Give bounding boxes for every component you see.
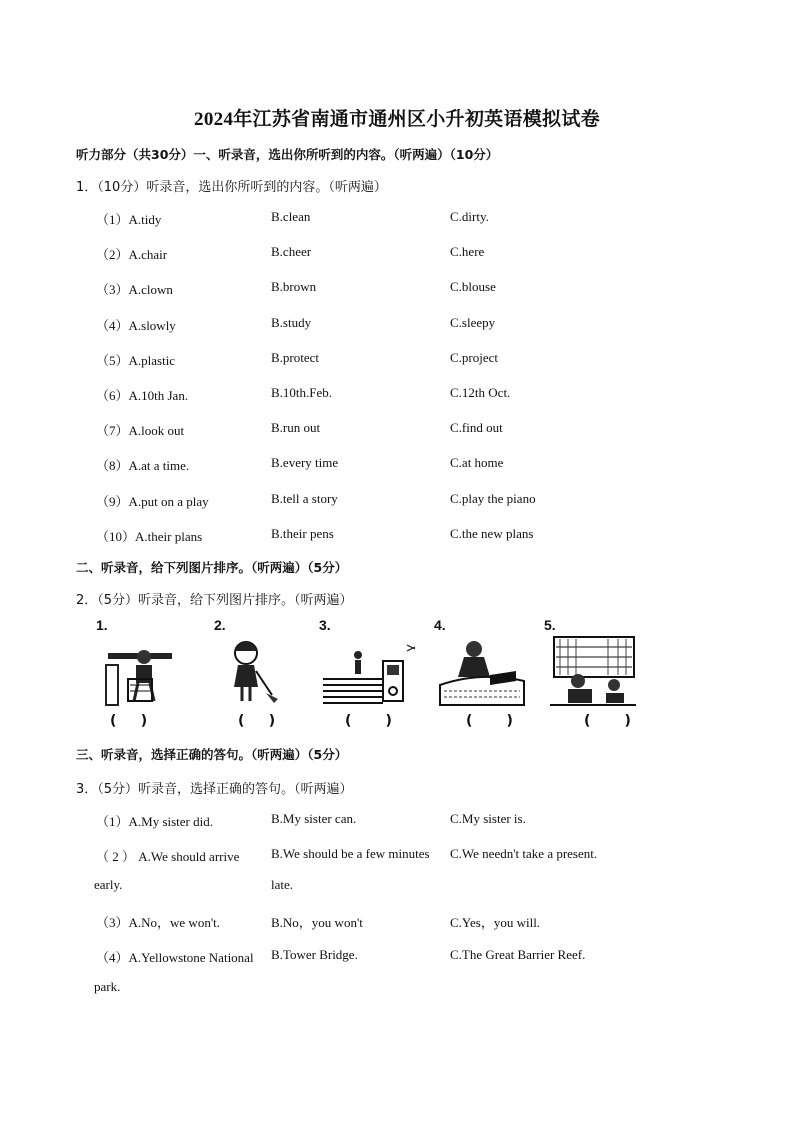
question-1-item-4 [0, 315, 794, 333]
question-1-item-3 [0, 279, 794, 297]
option-c[interactable]: C.find out [450, 420, 503, 435]
girl-sweeping-illustration [218, 635, 288, 707]
picture-number: 4. [434, 617, 446, 633]
option-b[interactable]: B.We should be a few minutes [271, 846, 430, 861]
option-b[interactable]: B.tell a story [271, 491, 338, 506]
question-3-item-3 [0, 912, 794, 930]
picture-number: 5. [544, 617, 556, 633]
option-b-continued: late. [271, 877, 294, 892]
question-1-item-7 [0, 420, 794, 438]
option-c[interactable]: C.The Great Barrier Reef. [450, 947, 586, 962]
option-c[interactable]: C.here [450, 244, 485, 259]
picture-number: 2. [214, 617, 226, 633]
option-c[interactable]: C.blouse [450, 279, 496, 294]
question-1-item-10 [0, 526, 794, 544]
option-c[interactable]: C.12th Oct. [450, 385, 511, 400]
question-3-stem: 3．（5分）听录音，选择正确的答句。（听两遍） [76, 782, 353, 797]
option-b[interactable]: B.10th.Feb. [271, 385, 333, 400]
section-3-heading: 三、听录音，选择正确的答句。（听两遍）（5分） [76, 747, 348, 762]
option-a[interactable]: （6）A.10th Jan. [96, 388, 189, 403]
question-3-item-2 [0, 846, 794, 864]
option-a-continued: park. [94, 979, 121, 994]
option-b[interactable]: B.clean [271, 209, 311, 224]
page-title: 2024年江苏省南通市通州区小升初英语模拟试卷 [194, 109, 600, 130]
option-c[interactable]: C.sleepy [450, 315, 496, 330]
section-1-heading: 听力部分（共30分）一、听录音，选出你所听到的内容。（听两遍）（10分） [76, 147, 499, 162]
picture-1 [92, 617, 202, 735]
option-a[interactable]: （1）A.tidy [96, 212, 162, 227]
picture-2 [210, 617, 320, 735]
picture-row [92, 617, 642, 735]
picture-number: 1. [96, 617, 108, 633]
section-2-heading: 二、听录音，给下列图片排序。（听两遍）（5分） [76, 560, 348, 575]
answer-blank[interactable]: ( ) [110, 713, 148, 729]
option-a[interactable]: （8）A.at a time. [96, 458, 190, 473]
option-a[interactable]: （7）A.look out [96, 423, 185, 438]
option-c[interactable]: C.at home [450, 455, 504, 470]
option-b[interactable]: B.Tower Bridge. [271, 947, 358, 962]
answer-blank[interactable]: ( ) [466, 713, 513, 729]
question-1-item-5 [0, 350, 794, 368]
question-1-item-2 [0, 244, 794, 262]
question-3-item-1 [0, 811, 794, 829]
picture-3 [315, 617, 425, 735]
option-b[interactable]: B.No，you won't [271, 915, 363, 930]
boy-planting-illustration [438, 635, 528, 707]
option-c[interactable]: C.Yes，you will. [450, 915, 541, 930]
option-a-continued: early. [94, 877, 123, 892]
boy-with-trash-bin-illustration [100, 635, 180, 707]
answer-blank[interactable]: ( ) [584, 713, 631, 729]
option-b[interactable]: B.brown [271, 279, 317, 294]
option-c[interactable]: C.project [450, 350, 499, 365]
option-b[interactable]: B.protect [271, 350, 320, 365]
person-on-stairs-illustration [323, 635, 423, 707]
option-b[interactable]: B.My sister can. [271, 811, 357, 826]
option-c[interactable]: C.We needn't take a present. [450, 846, 598, 861]
answer-blank[interactable]: ( ) [345, 713, 392, 729]
option-a[interactable]: （9）A.put on a play [96, 494, 209, 509]
option-b[interactable]: B.their pens [271, 526, 334, 541]
question-2-stem: 2．（5分）听录音，给下列图片排序。（听两遍） [76, 593, 353, 608]
option-a[interactable]: （4）A.Yellowstone National [96, 950, 254, 965]
option-b[interactable]: B.every time [271, 455, 339, 470]
option-a[interactable]: （3）A.No，we won't. [96, 915, 221, 930]
option-b[interactable]: B.study [271, 315, 312, 330]
option-a[interactable]: （3）A.clown [96, 282, 173, 297]
answer-blank[interactable]: ( ) [238, 713, 276, 729]
option-a[interactable]: （4）A.slowly [96, 318, 176, 333]
option-a[interactable]: （10）A.their plans [96, 529, 203, 544]
picture-4 [430, 617, 540, 735]
picture-5 [540, 617, 650, 735]
question-1-item-1 [0, 209, 794, 227]
question-1-item-9 [0, 491, 794, 509]
question-3-item-4 [0, 947, 794, 965]
option-b[interactable]: B.run out [271, 420, 321, 435]
option-a[interactable]: （2）A.chair [96, 247, 168, 262]
question-1-item-6 [0, 385, 794, 403]
option-c[interactable]: C.the new plans [450, 526, 534, 541]
option-a[interactable]: （5）A.plastic [96, 353, 176, 368]
option-c[interactable]: C.dirty. [450, 209, 489, 224]
question-1-stem: 1．（10分）听录音，选出你所听到的内容。（听两遍） [76, 180, 387, 195]
question-1-item-8 [0, 455, 794, 473]
option-a[interactable]: （ 2 ） A.We should arrive [96, 849, 240, 864]
option-c[interactable]: C.play the piano [450, 491, 536, 506]
picture-number: 3. [319, 617, 331, 633]
option-a[interactable]: （1）A.My sister did. [96, 814, 214, 829]
children-reading-library-illustration [548, 635, 638, 707]
option-b[interactable]: B.cheer [271, 244, 312, 259]
option-c[interactable]: C.My sister is. [450, 811, 526, 826]
